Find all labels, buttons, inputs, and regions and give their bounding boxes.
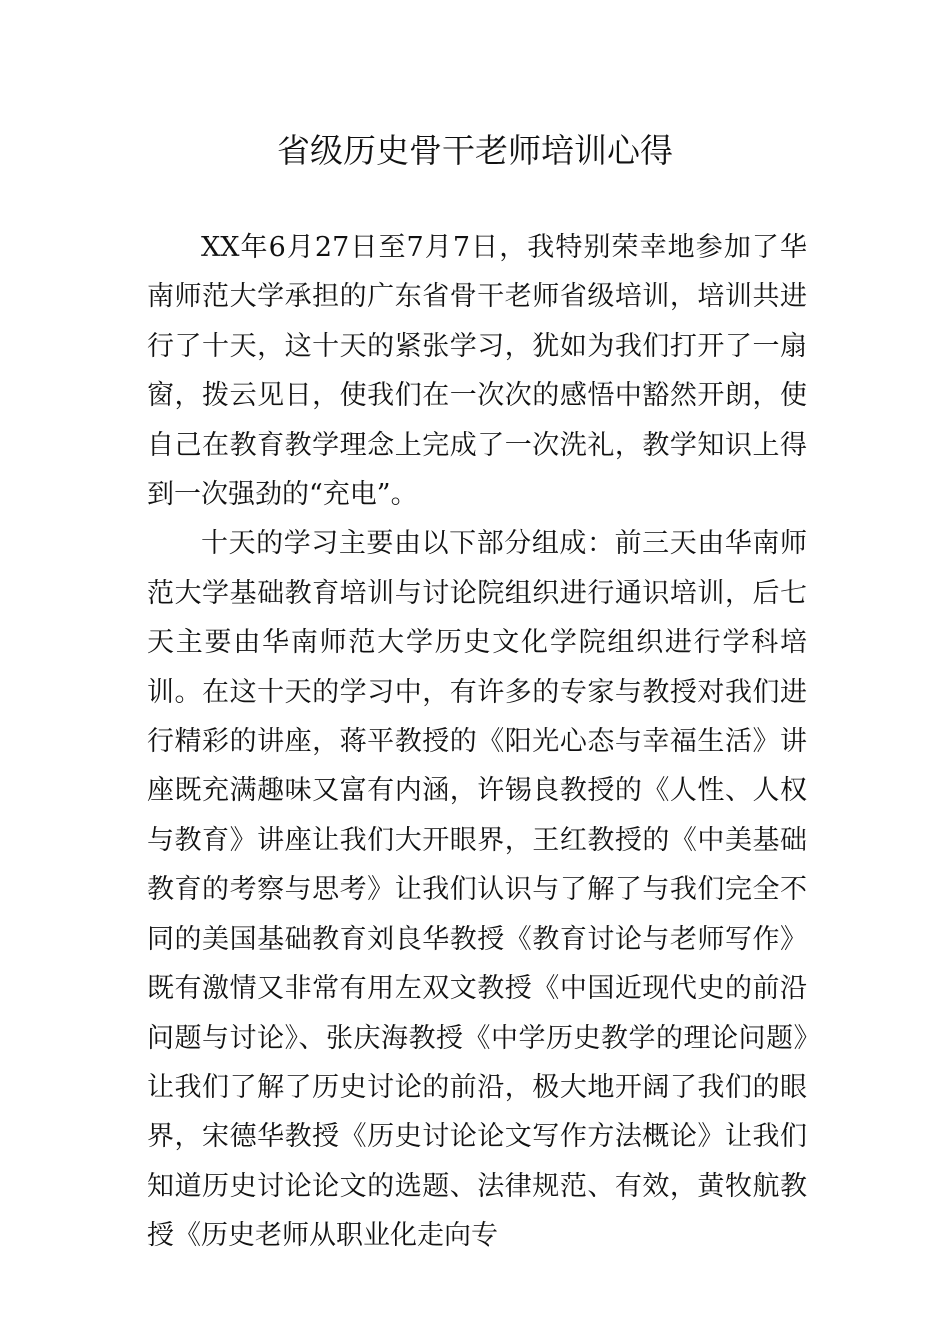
document-title: 省级历史骨干老师培训心得 xyxy=(277,131,673,170)
document-body xyxy=(147,223,807,1261)
paragraph-2: 十天的学习主要由以下部分组成：前三天由华南师范大学基础教育培训与讨论院组织进行通识培训，后七天主要由华南师范大学历史文化学院组织进行学科培训。在这十天的学习中，有许多的专家与教授对我们进行精彩的讲座，蒋平教授的《阳光心态与幸福生活》讲座既充满趣味又富有内涵，许锡良教授的《人性、人权与教育》讲座让我们大开眼界，王红教授的《中美基础教育的考察与思考》让我们认识与了解了与我们完全不同的美国基础教育刘良华教授《教育讨论与老师写作》既有激情又非常有用左双文教授《中国近现代史的前沿问题与讨论》、张庆海教授《中学历史教学的理论问题》让我们了解了历史讨论的前沿，极大地开阔了我们的眼界，宋德华教授《历史讨论论文写作方法概论》让我们知道历史讨论论文的选题、法律规范、有效，黄牧航教授《历史老师从职业化走向专 xyxy=(147,528,807,1252)
paragraph-1: XX年6月27日至7月7日，我特别荣幸地参加了华南师范大学承担的广东省骨干老师省级培训，培训共进行了十天，这十天的紧张学习，犹如为我们打开了一扇窗，拨云见日，使我们在一次次的感悟中豁然开朗，使自己在教育教学理念上完成了一次洗礼，教学知识上得到一次强劲的“充电”。 xyxy=(147,232,807,511)
